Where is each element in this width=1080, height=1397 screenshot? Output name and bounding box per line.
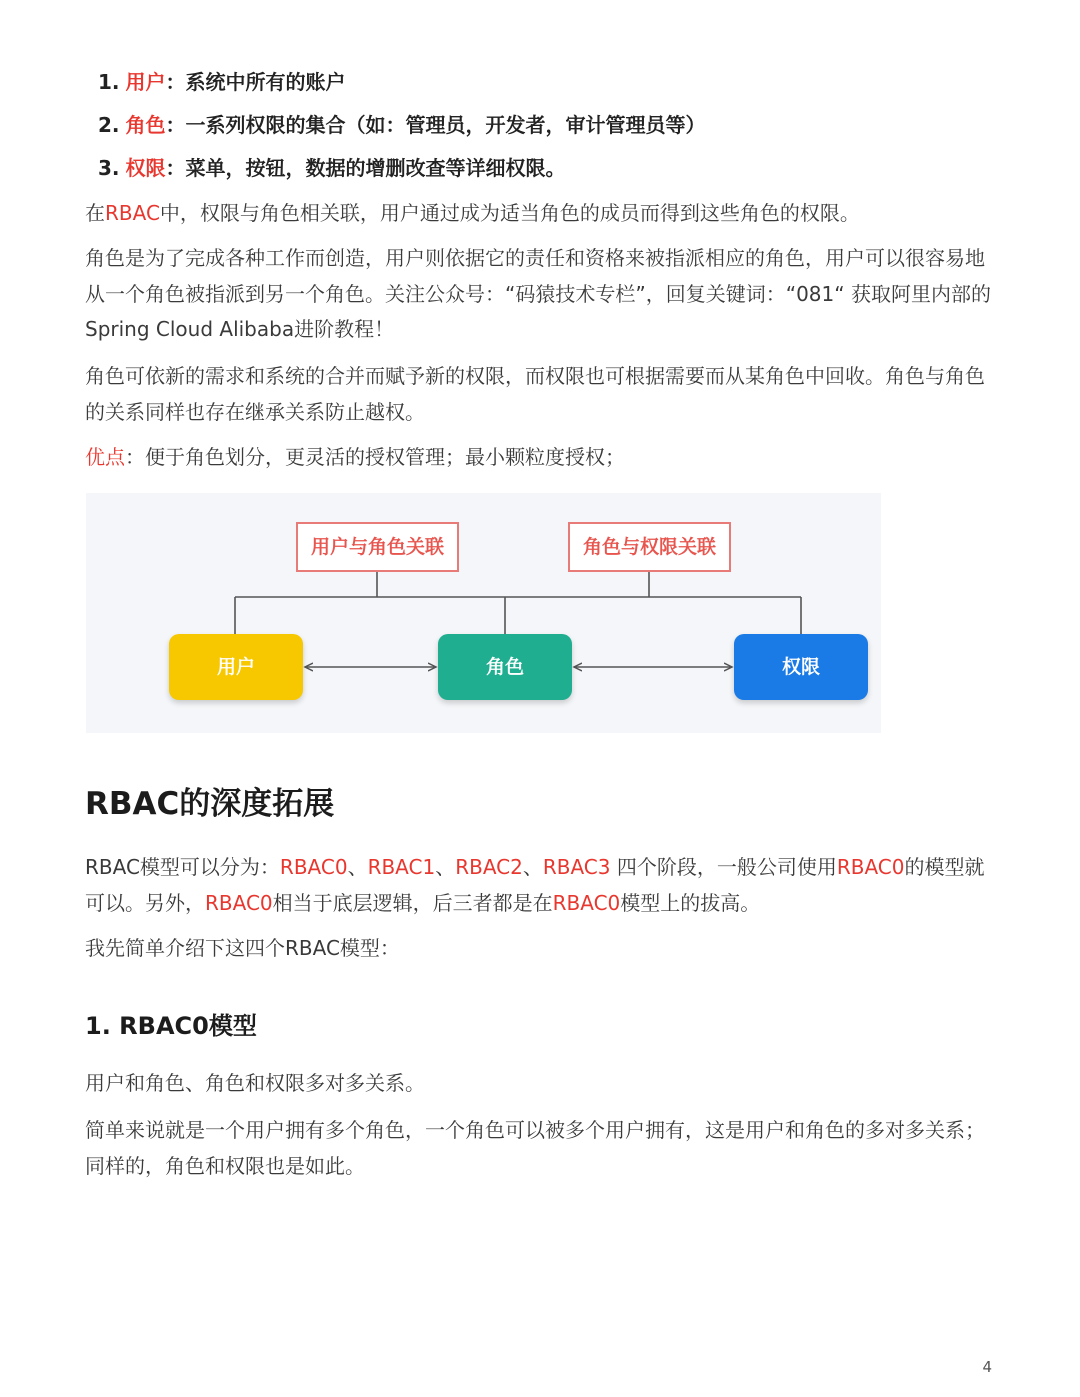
term-user: 用户 [125, 70, 166, 94]
highlight-rbac0: RBAC0 [836, 855, 905, 879]
list-number: 3. [98, 156, 120, 180]
text-segment: 四个阶段，一般公司使用 [610, 855, 837, 879]
highlight-rbac1: RBAC1 [367, 855, 436, 879]
paragraph-intro-models: 我先简单介绍下这四个RBAC模型： [85, 936, 400, 960]
node-role: 角色 [438, 634, 572, 700]
list-item-permission [98, 150, 706, 193]
text-segment: 在 [85, 201, 105, 225]
list-number: 2. [98, 113, 120, 137]
paragraph-role-assignment: 角色是为了完成各种工作而创造，用户则依据它的责任和资格来被指派相应的角色，用户可以很容易地从一个角色被指派到另一个角色。关注公众号：“码猿技术专栏”，回复关键词：“081“ 获取阿里内部的Spring Cloud Alibaba进阶教程！ [85, 246, 991, 341]
paragraph-advantages [85, 440, 1000, 476]
section-heading: RBAC的深度拓展 [85, 786, 335, 822]
rbac-diagram [86, 493, 881, 733]
paragraph-role-permissions: 角色可依新的需求和系统的合并而赋予新的权限，而权限也可根据需要而从某角色中回收。角色与角色的关系同样也存在继承关系防止越权。 [85, 364, 985, 424]
highlight-rbac0: RBAC0 [552, 890, 621, 915]
subsection-heading: 1. RBAC0模型 [85, 1012, 257, 1040]
paragraph-explanation: 简单来说就是一个用户拥有多个角色，一个角色可以被多个用户拥有，这是用户和角色的多对多关系；同样的，角色和权限也是如此。 [85, 1118, 985, 1178]
paragraph-many-to-many: 用户和角色、角色和权限多对多关系。 [85, 1071, 425, 1095]
term-separator: ： [165, 70, 186, 94]
term-description: 菜单，按钮，数据的增删改查等详细权限。 [185, 156, 566, 180]
advantages-label: 优点 [85, 445, 125, 469]
advantages-text: ：便于角色划分，更灵活的授权管理；最小颗粒度授权； [125, 445, 625, 469]
paragraph-rbac-stages [85, 850, 1000, 921]
text-segment: 模型上的拔高。 [620, 890, 761, 915]
term-description: 一系列权限的集合（如：管理员，开发者，审计管理员等） [185, 113, 706, 137]
highlight-rbac: RBAC [105, 201, 160, 225]
highlight-rbac2: RBAC2 [455, 855, 523, 879]
node-permission: 权限 [734, 634, 868, 700]
text-segment: 、 [435, 855, 456, 879]
text-segment: 中，权限与角色相关联，用户通过成为适当角色的成员而得到这些角色的权限。 [159, 201, 860, 225]
term-description: 系统中所有的账户 [185, 70, 346, 94]
term-role: 角色 [125, 113, 166, 137]
page-number: 4 [982, 1358, 992, 1376]
highlight-rbac0: RBAC0 [205, 890, 273, 915]
list-item-user [98, 64, 706, 107]
node-user: 用户 [169, 634, 303, 700]
text-segment: 、 [347, 855, 368, 879]
highlight-rbac3: RBAC3 [542, 855, 611, 879]
list-item-role [98, 107, 706, 150]
term-permission: 权限 [125, 156, 166, 180]
term-separator: ： [165, 113, 186, 137]
text-segment: RBAC模型可以分为： [85, 855, 280, 879]
text-segment: 相当于底层逻辑，后三者都是在 [272, 890, 553, 915]
text-segment: 的模型就可以。另外， [85, 855, 985, 915]
relation-box-role-permission: 角色与权限关联 [568, 522, 731, 572]
term-separator: ： [165, 156, 186, 180]
list-number: 1. [98, 70, 120, 94]
text-segment: 、 [522, 855, 543, 879]
definition-list [98, 64, 706, 193]
highlight-rbac0: RBAC0 [279, 855, 348, 879]
paragraph-rbac-intro [85, 196, 1000, 232]
relation-box-user-role: 用户与角色关联 [296, 522, 459, 572]
